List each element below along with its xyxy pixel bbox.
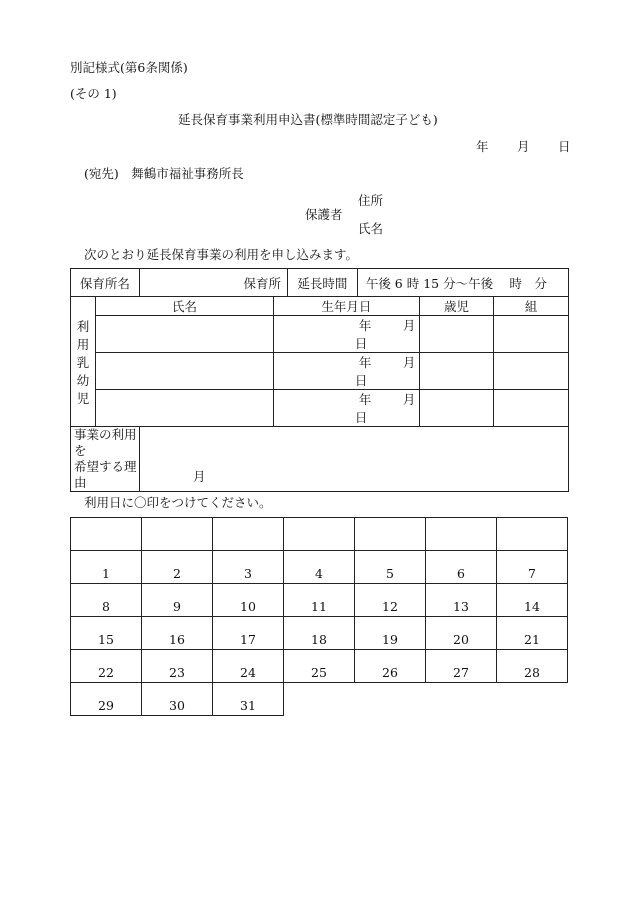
col-age: 歳児	[419, 297, 494, 316]
calendar-instruction: 利用日に〇印をつけてください。	[84, 495, 272, 510]
calendar-week-row	[71, 650, 568, 683]
child-age-field[interactable]	[419, 390, 494, 427]
form-reference: 別記様式(第6条関係)	[70, 60, 188, 75]
day-cell[interactable]: 20	[426, 617, 497, 650]
empty-cell	[284, 683, 355, 716]
child-row	[71, 353, 569, 390]
child-age-field[interactable]	[419, 316, 494, 353]
weekday-cell	[426, 518, 497, 551]
day-cell[interactable]: 15	[71, 617, 142, 650]
address-label: 住所	[358, 193, 384, 208]
date-month-label: 月	[517, 139, 530, 154]
form-number: (その 1)	[70, 86, 117, 101]
day-cell[interactable]: 8	[71, 584, 142, 617]
day-cell[interactable]: 30	[142, 683, 213, 716]
calendar-week-row	[71, 617, 568, 650]
intro-text: 次のとおり延長保育事業の利用を申し込みます。	[84, 247, 359, 262]
weekday-cell	[355, 518, 426, 551]
reason-label: 事業の利用を 希望する理由	[71, 427, 140, 492]
extension-label: 延長時間	[287, 269, 357, 297]
calendar-header-row	[71, 518, 568, 551]
child-name-field[interactable]	[95, 390, 273, 427]
addressee: (宛先) 舞鶴市福祉事務所長	[84, 166, 244, 181]
nursery-suffix: 保育所	[243, 275, 281, 291]
weekday-cell	[213, 518, 284, 551]
weekday-cell	[284, 518, 355, 551]
extension-time-field[interactable]: 午後 6 時 15 分〜午後 時 分	[357, 269, 568, 297]
day-cell[interactable]: 1	[71, 551, 142, 584]
weekday-cell	[497, 518, 568, 551]
col-birthdate: 生年月日	[274, 297, 420, 316]
day-cell[interactable]: 13	[426, 584, 497, 617]
col-class: 組	[494, 297, 569, 316]
child-age-field[interactable]	[419, 353, 494, 390]
day-cell[interactable]: 16	[142, 617, 213, 650]
day-cell[interactable]: 6	[426, 551, 497, 584]
name-label: 氏名	[358, 221, 384, 236]
day-cell[interactable]: 10	[213, 584, 284, 617]
day-cell[interactable]: 17	[213, 617, 284, 650]
day-cell[interactable]: 14	[497, 584, 568, 617]
day-cell[interactable]: 19	[355, 617, 426, 650]
child-class-field[interactable]	[494, 353, 569, 390]
day-cell[interactable]: 27	[426, 650, 497, 683]
day-cell[interactable]: 29	[71, 683, 142, 716]
column-header-row	[71, 297, 569, 316]
child-birthdate-field[interactable]: 年 月日	[274, 390, 420, 427]
day-cell[interactable]: 18	[284, 617, 355, 650]
guardian-label: 保護者	[305, 207, 343, 222]
date-day-label: 日	[558, 139, 571, 154]
calendar-month-label: 月	[193, 469, 206, 484]
nursery-row	[71, 269, 569, 297]
application-table	[70, 268, 569, 492]
day-cell[interactable]: 12	[355, 584, 426, 617]
child-row	[71, 390, 569, 427]
date-year-label: 年	[476, 139, 489, 154]
day-cell[interactable]: 9	[142, 584, 213, 617]
child-class-field[interactable]	[494, 316, 569, 353]
day-cell[interactable]: 3	[213, 551, 284, 584]
child-class-field[interactable]	[494, 390, 569, 427]
day-cell[interactable]: 2	[142, 551, 213, 584]
day-cell[interactable]: 28	[497, 650, 568, 683]
weekday-cell	[71, 518, 142, 551]
calendar-week-row	[71, 683, 568, 716]
child-label: 利 用 乳 幼 児	[71, 297, 96, 427]
col-name: 氏名	[95, 297, 273, 316]
page-title: 延長保育事業利用申込書(標準時間認定子ども)	[178, 112, 438, 127]
day-cell[interactable]: 25	[284, 650, 355, 683]
calendar-grid	[70, 517, 568, 716]
day-cell[interactable]: 21	[497, 617, 568, 650]
day-cell[interactable]: 24	[213, 650, 284, 683]
calendar-week-row	[71, 584, 568, 617]
child-birthdate-field[interactable]: 年 月日	[274, 353, 420, 390]
reason-row	[71, 427, 569, 492]
day-cell[interactable]: 7	[497, 551, 568, 584]
nursery-name-field[interactable]	[139, 269, 287, 297]
empty-cell	[426, 683, 497, 716]
day-cell[interactable]: 5	[355, 551, 426, 584]
nursery-label: 保育所名	[71, 269, 140, 297]
day-cell[interactable]: 22	[71, 650, 142, 683]
day-cell[interactable]: 4	[284, 551, 355, 584]
child-birthdate-field[interactable]: 年 月日	[274, 316, 420, 353]
empty-cell	[497, 683, 568, 716]
child-row	[71, 316, 569, 353]
day-cell[interactable]: 11	[284, 584, 355, 617]
day-cell[interactable]: 23	[142, 650, 213, 683]
child-name-field[interactable]	[95, 316, 273, 353]
child-name-field[interactable]	[95, 353, 273, 390]
weekday-cell	[142, 518, 213, 551]
day-cell[interactable]: 26	[355, 650, 426, 683]
empty-cell	[355, 683, 426, 716]
day-cell[interactable]: 31	[213, 683, 284, 716]
calendar-week-row	[71, 551, 568, 584]
